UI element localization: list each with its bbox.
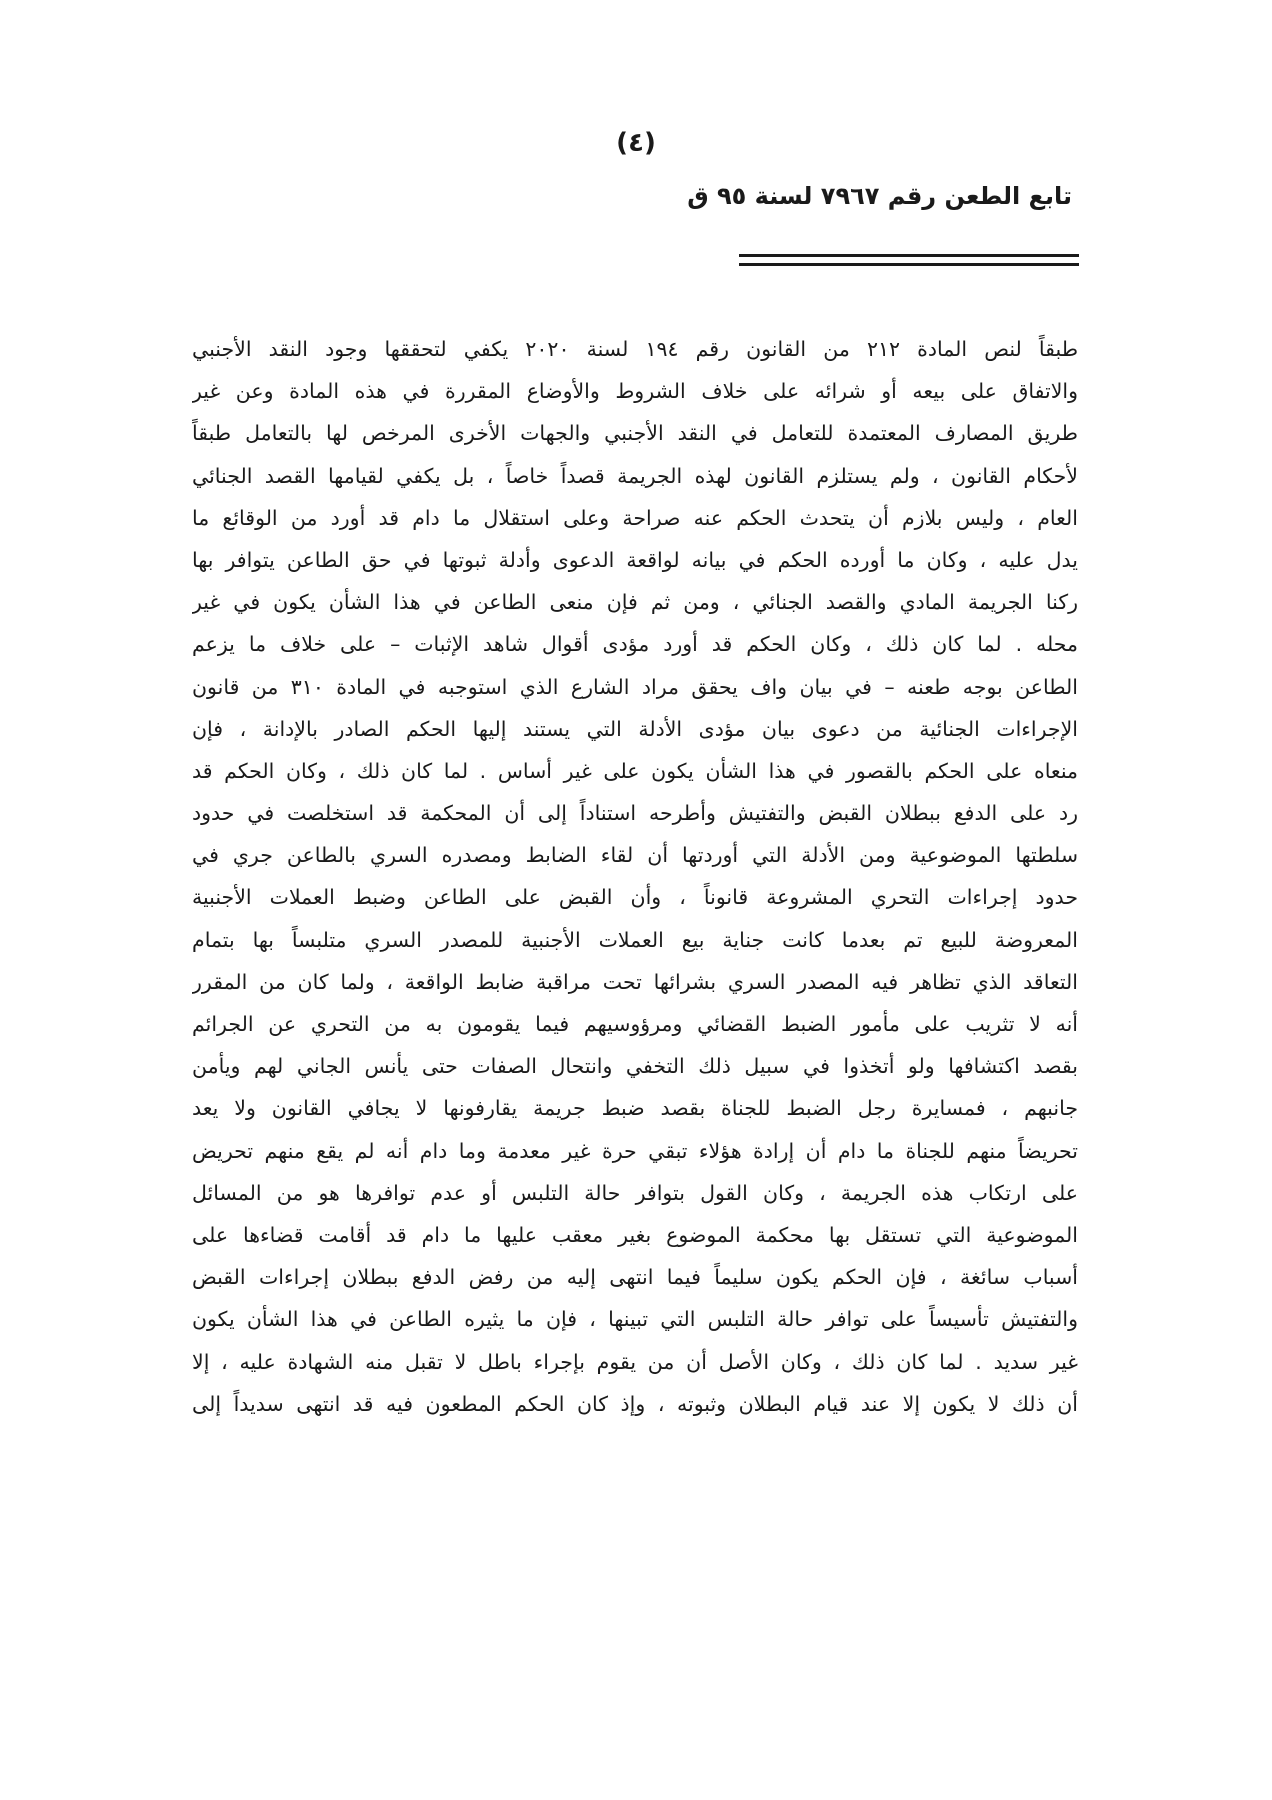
text-line: الطاعن بوجه طعنه – في بيان واف يحقق مراد الشارع الذي استوجبه في المادة ٣١٠ من قانون bbox=[192, 674, 1078, 699]
text-line: أنه لا تثريب على مأمور الضبط القضائي ومرؤوسيهم فيما يقومون به من التحري عن الجرائم bbox=[192, 1012, 1078, 1036]
case-reference-heading: تابع الطعن رقم ٧٩٦٧ لسنة ٩٥ ق bbox=[687, 182, 1072, 210]
text-line: بقصد اكتشافها ولو أتخذوا في سبيل ذلك التخفي وانتحال الصفات حتى يأنس الجاني لهم ويأمن bbox=[192, 1054, 1078, 1079]
text-line: محله . لما كان ذلك ، وكان الحكم قد أورد مؤدى أقوال شاهد الإثبات – على خلاف ما يزعم bbox=[192, 632, 1078, 657]
text-line: المعروضة للبيع تم بعدما كانت جناية بيع العملات الأجنبية للمصدر السري متلبساً بها بتمام bbox=[192, 927, 1078, 952]
text-line: التعاقد الذي تظاهر فيه المصدر السري بشرائها تحت مراقبة ضابط الواقعة ، ولما كان من المقرر bbox=[192, 969, 1078, 994]
text-line: طبقاً لنص المادة ٢١٢ من القانون رقم ١٩٤ لسنة ٢٠٢٠ يكفي لتحققها وجود النقد الأجنبي bbox=[192, 337, 1078, 361]
text-line: الإجراءات الجنائية من دعوى بيان مؤدى الأدلة التي يستند إليها الحكم الصادر بالإدانة ، فإن bbox=[192, 716, 1078, 741]
text-line: تحريضاً منهم للجناة ما دام أن إرادة هؤلاء تبقي حرة غير معدمة وما دام أنه لم يقع منهم تحريض bbox=[192, 1138, 1078, 1163]
text-line: منعاه على الحكم بالقصور في هذا الشأن يكون على غير أساس . لما كان ذلك ، وكان الحكم قد bbox=[192, 758, 1078, 783]
body-paragraph bbox=[192, 328, 1078, 1425]
text-line: لأحكام القانون ، ولم يستلزم القانون لهذه الجريمة قصداً خاصاً ، بل يكفي لقيامها القصد الجنائي bbox=[192, 463, 1078, 488]
text-line: والتفتيش تأسيساً على توافر حالة التلبس التي تبينها ، فإن ما يثيره الطاعن في هذا الشأن يكون bbox=[192, 1307, 1078, 1332]
text-line: جانبهم ، فمسايرة رجل الضبط للجناة بقصد ضبط جريمة يقارفونها لا يجافي القانون ولا يعد bbox=[192, 1096, 1078, 1121]
text-line: على ارتكاب هذه الجريمة ، وكان القول بتوافر حالة التلبس أو عدم توافرها هو من المسائل bbox=[192, 1180, 1078, 1205]
text-line: غير سديد . لما كان ذلك ، وكان الأصل أن من يقوم بإجراء باطل لا تقبل منه الشهادة عليه ، إلا bbox=[192, 1349, 1078, 1374]
heading-underline-bottom bbox=[739, 263, 1079, 266]
text-line: والاتفاق على بيعه أو شرائه على خلاف الشروط والأوضاع المقررة في هذه المادة وعن غير bbox=[192, 379, 1078, 404]
text-line: حدود إجراءات التحري المشروعة قانوناً ، وأن القبض على الطاعن وضبط العملات الأجنبية bbox=[192, 885, 1078, 910]
text-line: يدل عليه ، وكان ما أورده الحكم في بيانه لواقعة الدعوى وأدلة ثبوتها في حق الطاعن يتوافر بها bbox=[192, 547, 1078, 572]
text-line: ركنا الجريمة المادي والقصد الجنائي ، ومن ثم فإن منعى الطاعن في هذا الشأن يكون في غير bbox=[192, 590, 1078, 615]
heading-underline-top bbox=[739, 254, 1079, 257]
text-line: العام ، وليس بلازم أن يتحدث الحكم عنه صراحة وعلى استقلال ما دام قد أورد من الوقائع ما bbox=[192, 505, 1078, 530]
text-line: أسباب سائغة ، فإن الحكم يكون سليماً فيما انتهى إليه من رفض الدفع ببطلان إجراءات القبض bbox=[192, 1265, 1078, 1290]
page-number: (٤) bbox=[616, 128, 656, 158]
text-line: أن ذلك لا يكون إلا عند قيام البطلان وثبوته ، وإذ كان الحكم المطعون فيه قد انتهى سديداً إلى bbox=[192, 1391, 1078, 1416]
text-line: طريق المصارف المعتمدة للتعامل في النقد الأجنبي والجهات الأخرى المرخص لها بالتعامل طبقاً bbox=[192, 421, 1078, 446]
text-line: رد على الدفع ببطلان القبض والتفتيش وأطرحه استناداً إلى أن المحكمة قد استخلصت في حدود bbox=[192, 801, 1078, 826]
text-line: سلطتها الموضوعية ومن الأدلة التي أوردتها أن لقاء الضابط ومصدره السري بالطاعن جري في bbox=[192, 843, 1078, 868]
text-line: الموضوعية التي تستقل بها محكمة الموضوع بغير معقب عليها ما دام قد أقامت قضاءها على bbox=[192, 1222, 1078, 1247]
